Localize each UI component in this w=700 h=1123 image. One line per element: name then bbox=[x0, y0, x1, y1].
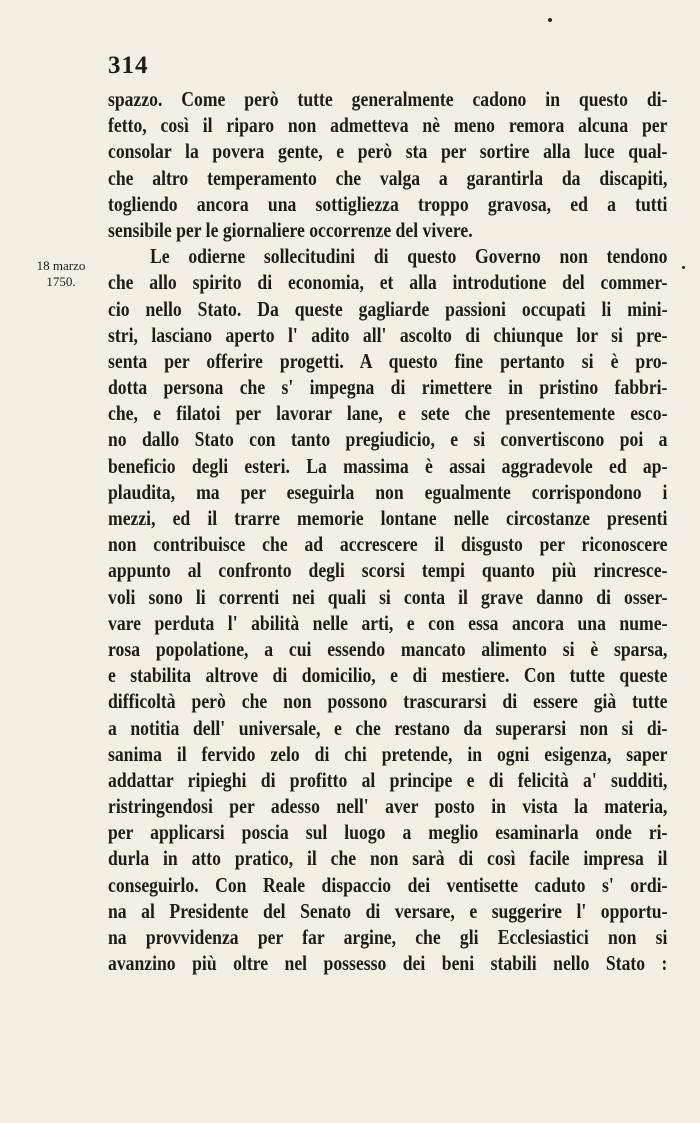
text-line: voli sono li correnti nei quali si conta il grave danno di osser- bbox=[108, 584, 668, 609]
ink-speck bbox=[682, 266, 685, 269]
text-line: che altro temperamento che valga a garantirla da discapiti, bbox=[108, 165, 668, 190]
text-line: fetto, così il riparo non admetteva nè meno remora alcuna per bbox=[108, 113, 668, 138]
text-line: na al Presidente del Senato di versare, e suggerire l' opportu- bbox=[108, 898, 668, 923]
text-line: plaudita, ma per eseguirla non egualmente corrispondono i bbox=[108, 479, 668, 504]
text-line: non contribuisce che ad accrescere il disgusto per riconoscere bbox=[108, 532, 668, 557]
text-line: a notitia dell' universale, e che restano da superarsi non si di- bbox=[108, 715, 668, 740]
text-line: mezzi, ed il trarre memorie lontane nelle circostanze presenti bbox=[108, 506, 668, 530]
text-line: cio nello Stato. Da queste gagliarde passioni occupati li mini- bbox=[108, 296, 668, 321]
text-line: no dallo Stato con tanto pregiudicio, e si convertiscono poi a bbox=[108, 427, 668, 452]
text-line: avanzino più oltre nel possesso dei beni stabili nello Stato : bbox=[108, 951, 668, 976]
text-line: appunto al confronto degli scorsi tempi quanto più rincresce- bbox=[108, 558, 668, 583]
text-line: consolar la povera gente, e però sta per sortire alla luce qual- bbox=[108, 139, 668, 164]
margin-note-date bbox=[26, 258, 96, 290]
text-line: per applicarsi poscia sul luogo a meglio esaminarla onde ri- bbox=[108, 820, 668, 845]
text-line: difficoltà però che non possono trascurarsi di essere già tutte bbox=[108, 689, 668, 714]
text-line: conseguirlo. Con Reale dispaccio dei ventisette caduto s' ordi- bbox=[108, 872, 668, 897]
text-line: sanima il fervido zelo di chi pretende, in ogni esigenza, saper bbox=[108, 741, 668, 766]
text-line: vare perduta l' abilità nelle arti, e con essa ancora una nume- bbox=[108, 610, 668, 635]
text-line: che allo spirito di economia, et alla introdutione del commer- bbox=[108, 270, 668, 295]
text-line: addattar ripieghi di profitto al principe e di felicità a' sudditi, bbox=[108, 767, 668, 792]
page-number: 314 bbox=[108, 52, 149, 79]
text-line: dotta persona che s' impegna di rimettere in pristino fabbri- bbox=[108, 375, 668, 400]
text-line: che, e filatoi per lavorar lane, e sete che presentemente esco- bbox=[108, 401, 668, 426]
text-line: na provvidenza per far argine, che gli Ecclesiastici non si bbox=[108, 925, 668, 949]
text-line: stri, lasciano aperto l' adito all' ascolto di chiunque lor si pre- bbox=[108, 322, 668, 347]
paragraph-start-line: Le odierne sollecitudini di questo Governo non tendono bbox=[150, 244, 668, 269]
text-line: togliendo ancora una sottigliezza troppo gravosa, ed a tutti bbox=[108, 191, 668, 216]
text-line: sensibile per le giornaliere occorrenze del vivere. bbox=[108, 217, 473, 242]
text-line: rosa popolatione, a cui essendo mancato alimento si è sparsa, bbox=[108, 636, 668, 661]
body-text bbox=[108, 86, 668, 976]
margin-note-year: 1750. bbox=[46, 274, 76, 289]
text-line: e stabilita altrove di domicilio, e di mestiere. Con tutte queste bbox=[108, 663, 668, 688]
text-line: durla in atto pratico, il che non sarà di così facile impresa il bbox=[108, 846, 668, 871]
ink-speck bbox=[548, 18, 552, 22]
text-line: senta per offerire progetti. A questo fine pertanto si è pro- bbox=[108, 348, 668, 373]
text-line: spazzo. Come però tutte generalmente cadono in questo di- bbox=[108, 87, 668, 111]
margin-note-day: 18 marzo bbox=[36, 258, 86, 273]
text-line: beneficio degli esteri. La massima è assai aggradevole ed ap- bbox=[108, 453, 668, 478]
text-line: ristringendosi per adesso nell' aver posto in vista la materia, bbox=[108, 794, 668, 819]
